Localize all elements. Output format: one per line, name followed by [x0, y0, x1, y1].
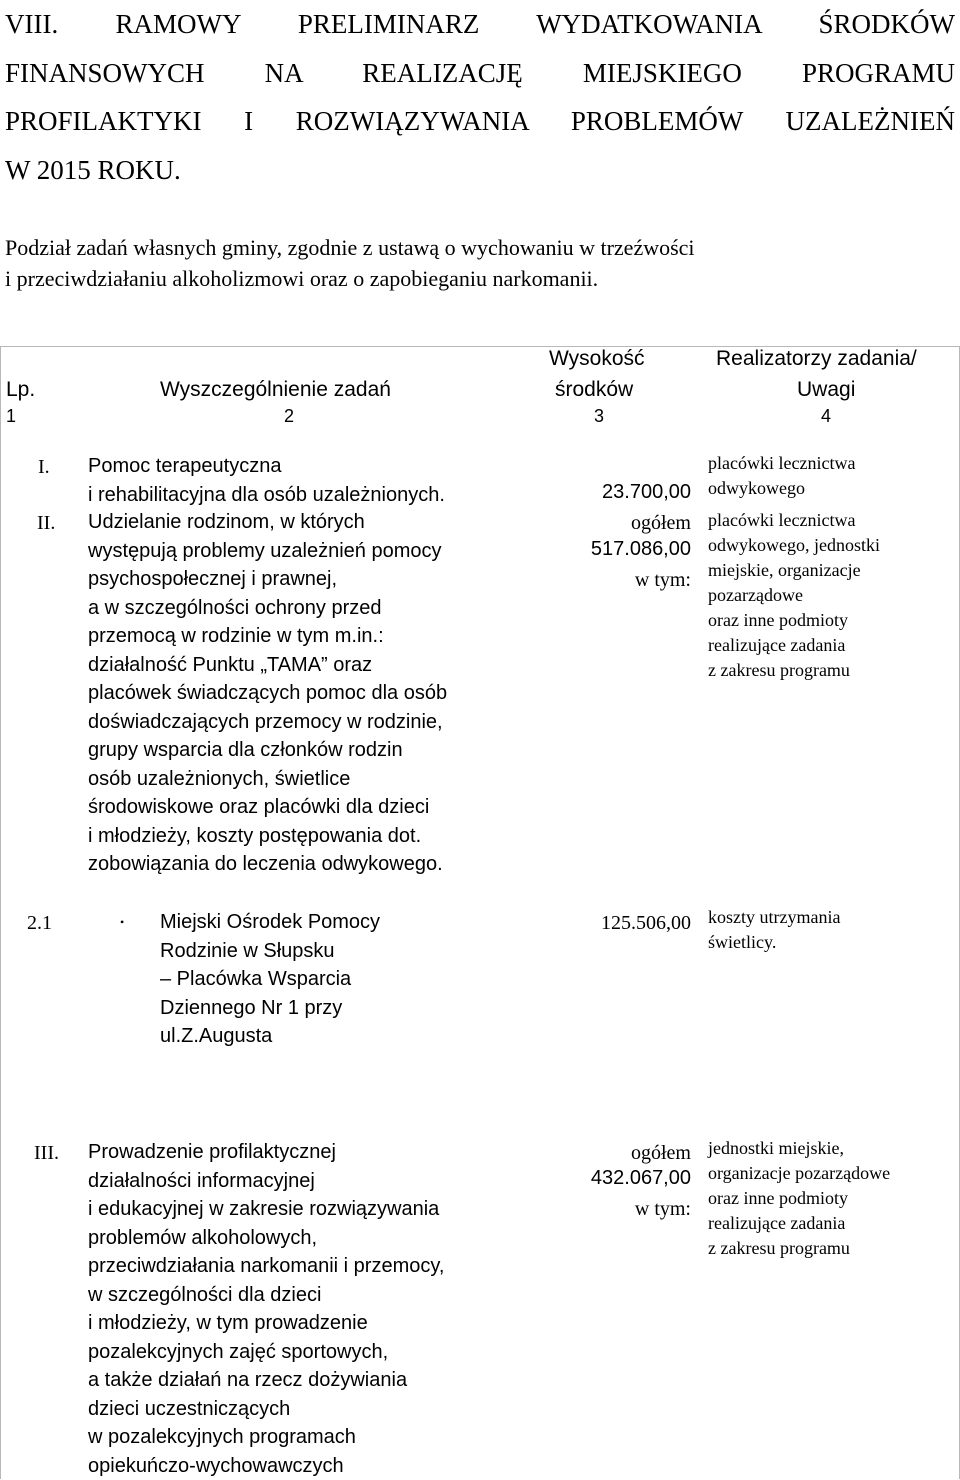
task-line: psychospołecznej i prawnej,: [88, 565, 447, 594]
row-task: [88, 508, 447, 879]
task-line: zobowiązania do leczenia odwykowego.: [88, 850, 447, 879]
task-line: ul.Z.Augusta: [160, 1022, 380, 1051]
row-amount-label: ogółem: [631, 509, 691, 537]
task-line: Dziennego Nr 1 przy: [160, 994, 380, 1023]
row-realizers: [708, 451, 855, 501]
task-line: Pomoc terapeutyczna: [88, 452, 445, 481]
column-number: 1: [6, 406, 16, 427]
row-lp: III.: [34, 1139, 59, 1167]
row-realizers: [708, 508, 880, 683]
header-amount-line1: Wysokość: [549, 345, 645, 372]
task-line: grupy wsparcia dla członków rodzin: [88, 736, 447, 765]
row-task: [88, 1138, 444, 1480]
table-left-border: [0, 346, 1, 1479]
task-line: w pozalekcyjnych programach: [88, 1423, 444, 1452]
row-task: [88, 452, 445, 509]
row-realizers: [708, 905, 840, 955]
task-line: i młodzieży, w tym prowadzenie: [88, 1309, 444, 1338]
realizers-line: placówki lecznictwa: [708, 451, 855, 476]
task-line: a w szczególności ochrony przed: [88, 594, 447, 623]
realizers-line: oraz inne podmioty: [708, 1186, 890, 1211]
task-line: problemów alkoholowych,: [88, 1224, 444, 1253]
row-amount-suffix: w tym:: [635, 566, 691, 594]
task-line: występują problemy uzależnień pomocy: [88, 537, 447, 566]
title-line: VIII. RAMOWY PRELIMINARZ WYDATKOWANIA ŚRODKÓW: [5, 0, 955, 49]
realizers-line: realizujące zadania: [708, 633, 880, 658]
realizers-line: odwykowego, jednostki: [708, 533, 880, 558]
title-line: FINANSOWYCH NA REALIZACJĘ MIEJSKIEGO PROGRAMU: [5, 49, 955, 98]
subtitle-line: Podział zadań własnych gminy, zgodnie z ustawą o wychowaniu w trzeźwości: [5, 232, 955, 263]
row-task: [160, 908, 380, 1051]
header-lp: Lp.: [6, 376, 35, 403]
realizers-line: placówki lecznictwa: [708, 508, 880, 533]
realizers-line: oraz inne podmioty: [708, 608, 880, 633]
task-line: Rodzinie w Słupsku: [160, 937, 380, 966]
task-line: pozalekcyjnych zajęć sportowych,: [88, 1338, 444, 1367]
row-amount: 23.700,00: [602, 481, 691, 504]
realizers-line: miejskie, organizacje: [708, 558, 880, 583]
section-subtitle: [5, 232, 955, 294]
task-line: placówek świadczących pomoc dla osób: [88, 679, 447, 708]
realizers-line: z zakresu programu: [708, 1236, 890, 1261]
header-task: Wyszczególnienie zadań: [160, 376, 391, 403]
header-realizers-line2: Uwagi: [797, 376, 855, 403]
task-line: w szczególności dla dzieci: [88, 1281, 444, 1310]
section-title: [5, 0, 955, 194]
column-number: 3: [594, 406, 604, 427]
task-line: – Placówka Wsparcia: [160, 965, 380, 994]
realizers-line: odwykowego: [708, 476, 855, 501]
task-line: działalność Punktu „TAMA” oraz: [88, 651, 447, 680]
task-line: Udzielanie rodzinom, w których: [88, 508, 447, 537]
task-line: opiekuńczo-wychowawczych: [88, 1452, 444, 1480]
row-lp: I.: [38, 453, 50, 481]
realizers-line: realizujące zadania: [708, 1211, 890, 1236]
realizers-line: organizacje pozarządowe: [708, 1161, 890, 1186]
task-line: i rehabilitacyjna dla osób uzależnionych.: [88, 481, 445, 510]
task-line: przemocą w rodzinie w tym m.in.:: [88, 622, 447, 651]
task-line: i edukacyjnej w zakresie rozwiązywania: [88, 1195, 444, 1224]
column-number: 2: [284, 406, 294, 427]
task-line: przeciwdziałania narkomanii i przemocy,: [88, 1252, 444, 1281]
subtitle-line: i przeciwdziałaniu alkoholizmowi oraz o zapobieganiu narkomanii.: [5, 263, 955, 294]
task-line: i młodzieży, koszty postępowania dot.: [88, 822, 447, 851]
row-lp: 2.1: [27, 909, 52, 937]
title-line: W 2015 ROKU.: [5, 146, 955, 195]
row-amount-label: ogółem: [631, 1139, 691, 1167]
column-number: 4: [821, 406, 831, 427]
row-amount: 125.506,00: [601, 909, 691, 937]
realizers-line: pozarządowe: [708, 583, 880, 608]
task-line: środowiskowe oraz placówki dla dzieci: [88, 793, 447, 822]
header-amount-line2: środków: [555, 376, 633, 403]
realizers-line: z zakresu programu: [708, 658, 880, 683]
row-amount: 432.067,00: [591, 1167, 691, 1190]
realizers-line: świetlicy.: [708, 930, 840, 955]
row-amount: 517.086,00: [591, 538, 691, 561]
realizers-line: koszty utrzymania: [708, 905, 840, 930]
task-line: a także działań na rzecz dożywiania: [88, 1366, 444, 1395]
task-line: Miejski Ośrodek Pomocy: [160, 908, 380, 937]
bullet-icon: •: [120, 915, 124, 930]
task-line: Prowadzenie profilaktycznej: [88, 1138, 444, 1167]
task-line: doświadczających przemocy w rodzinie,: [88, 708, 447, 737]
title-line: PROFILAKTYKI I ROZWIĄZYWANIA PROBLEMÓW UZALEŻNIEŃ: [5, 97, 955, 146]
row-lp: II.: [37, 509, 55, 537]
row-amount-suffix: w tym:: [635, 1195, 691, 1223]
header-realizers-line1: Realizatorzy zadania/: [716, 345, 917, 372]
task-line: działalności informacyjnej: [88, 1167, 444, 1196]
row-realizers: [708, 1136, 890, 1261]
realizers-line: jednostki miejskie,: [708, 1136, 890, 1161]
task-line: osób uzależnionych, świetlice: [88, 765, 447, 794]
task-line: dzieci uczestniczących: [88, 1395, 444, 1424]
